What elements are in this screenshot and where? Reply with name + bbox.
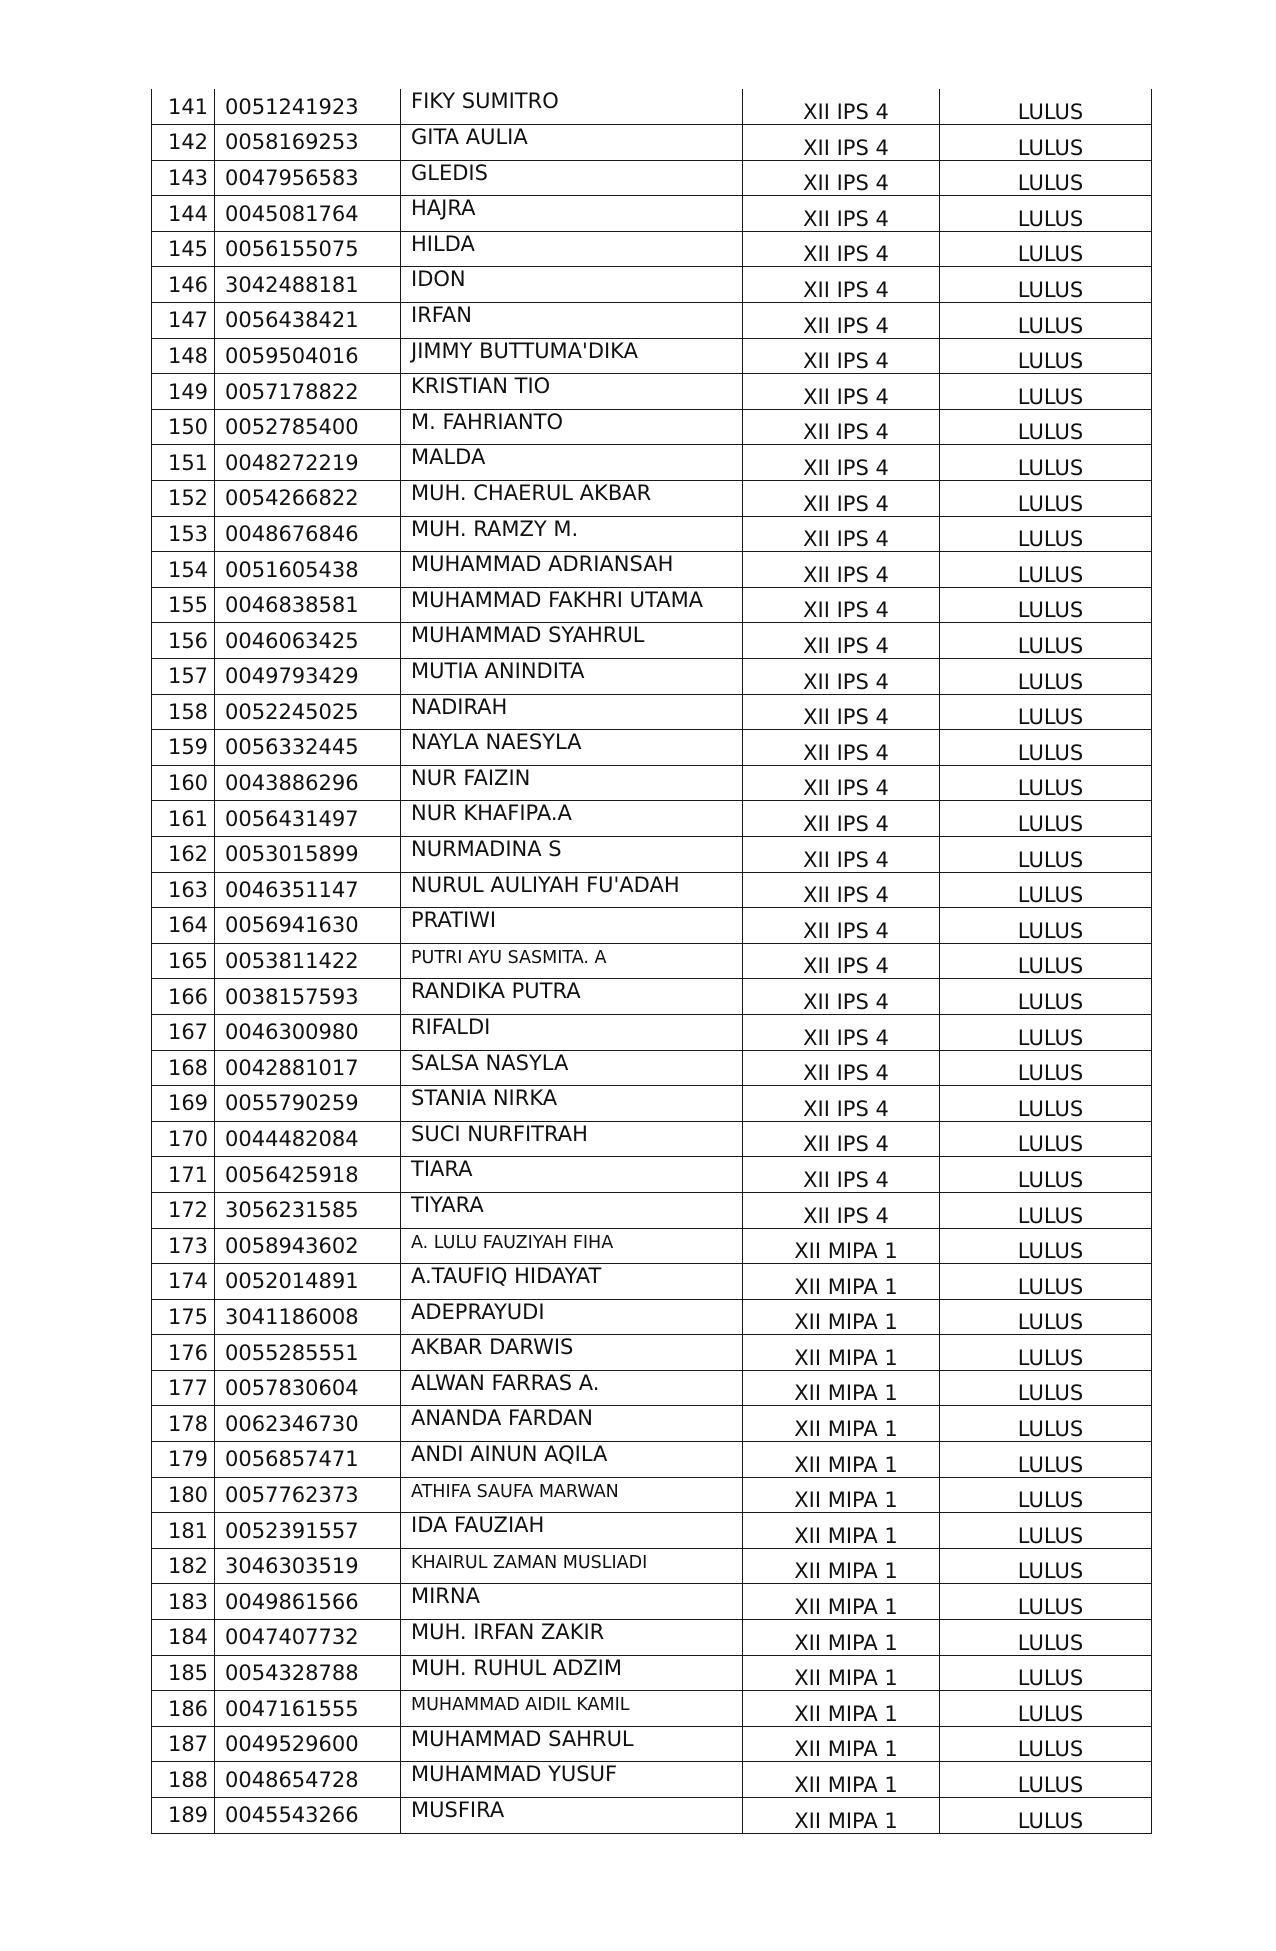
student-class: XII MIPA 1 — [743, 1620, 940, 1656]
table-row — [152, 1370, 1152, 1406]
student-name: RIFALDI — [401, 1014, 743, 1050]
student-name: RANDIKA PUTRA — [401, 979, 743, 1015]
table-row — [152, 1655, 1152, 1691]
table-row — [152, 623, 1152, 659]
graduation-status: LULUS — [940, 836, 1152, 872]
student-name: NAYLA NAESYLA — [401, 730, 743, 766]
student-name: MUH. RAMZY M. — [401, 516, 743, 552]
student-name: ATHIFA SAUFA MARWAN — [401, 1477, 743, 1513]
row-number: 149 — [152, 374, 215, 410]
graduation-status: LULUS — [940, 1406, 1152, 1442]
row-number: 142 — [152, 125, 215, 161]
student-name: ADEPRAYUDI — [401, 1299, 743, 1335]
row-number: 152 — [152, 481, 215, 517]
student-name: NUR FAIZIN — [401, 765, 743, 801]
row-number: 180 — [152, 1477, 215, 1513]
student-nisn: 0048676846 — [215, 516, 401, 552]
table-row — [152, 943, 1152, 979]
student-name: SALSA NASYLA — [401, 1050, 743, 1086]
student-class: XII IPS 4 — [743, 765, 940, 801]
student-class: XII IPS 4 — [743, 1157, 940, 1193]
student-name: NURUL AULIYAH FU'ADAH — [401, 872, 743, 908]
table-row — [152, 516, 1152, 552]
student-nisn: 0046300980 — [215, 1014, 401, 1050]
table-row — [152, 231, 1152, 267]
row-number: 169 — [152, 1086, 215, 1122]
graduation-status: LULUS — [940, 1370, 1152, 1406]
student-class: XII IPS 4 — [743, 836, 940, 872]
student-nisn: 0057178822 — [215, 374, 401, 410]
graduation-status: LULUS — [940, 587, 1152, 623]
graduation-status: LULUS — [940, 1762, 1152, 1798]
student-nisn: 0053811422 — [215, 943, 401, 979]
student-class: XII IPS 4 — [743, 1121, 940, 1157]
student-nisn: 3056231585 — [215, 1192, 401, 1228]
table-row — [152, 801, 1152, 837]
graduation-status: LULUS — [940, 125, 1152, 161]
graduation-status: LULUS — [940, 552, 1152, 588]
student-nisn: 0057830604 — [215, 1370, 401, 1406]
graduation-status: LULUS — [940, 1299, 1152, 1335]
student-class: XII IPS 4 — [743, 125, 940, 161]
student-class: XII MIPA 1 — [743, 1335, 940, 1371]
student-nisn: 0052785400 — [215, 409, 401, 445]
row-number: 173 — [152, 1228, 215, 1264]
row-number: 151 — [152, 445, 215, 481]
student-name: NUR KHAFIPA.A — [401, 801, 743, 837]
student-name: MUHAMMAD ADRIANSAH — [401, 552, 743, 588]
student-class: XII IPS 4 — [743, 1014, 940, 1050]
student-class: XII IPS 4 — [743, 89, 940, 125]
graduation-status: LULUS — [940, 1014, 1152, 1050]
row-number: 153 — [152, 516, 215, 552]
student-nisn: 0054328788 — [215, 1655, 401, 1691]
row-number: 188 — [152, 1762, 215, 1798]
student-nisn: 0056941630 — [215, 908, 401, 944]
student-name: A.TAUFIQ HIDAYAT — [401, 1264, 743, 1300]
graduation-status: LULUS — [940, 516, 1152, 552]
table-row — [152, 1264, 1152, 1300]
table-row — [152, 1014, 1152, 1050]
row-number: 155 — [152, 587, 215, 623]
student-class: XII MIPA 1 — [743, 1584, 940, 1620]
table-row — [152, 1335, 1152, 1371]
student-nisn: 3041186008 — [215, 1299, 401, 1335]
student-nisn: 0054266822 — [215, 481, 401, 517]
student-class: XII IPS 4 — [743, 409, 940, 445]
student-nisn: 0052014891 — [215, 1264, 401, 1300]
student-name: MUHAMMAD SAHRUL — [401, 1726, 743, 1762]
student-name: ALWAN FARRAS A. — [401, 1370, 743, 1406]
graduation-status: LULUS — [940, 1691, 1152, 1727]
table-row — [152, 552, 1152, 588]
student-name: HILDA — [401, 231, 743, 267]
graduation-table — [151, 89, 1152, 1834]
student-class: XII IPS 4 — [743, 374, 940, 410]
student-nisn: 0052391557 — [215, 1513, 401, 1549]
graduation-status: LULUS — [940, 1477, 1152, 1513]
row-number: 163 — [152, 872, 215, 908]
student-nisn: 0047161555 — [215, 1691, 401, 1727]
student-class: XII MIPA 1 — [743, 1299, 940, 1335]
row-number: 170 — [152, 1121, 215, 1157]
student-class: XII IPS 4 — [743, 445, 940, 481]
student-class: XII MIPA 1 — [743, 1691, 940, 1727]
graduation-status: LULUS — [940, 1228, 1152, 1264]
graduation-status: LULUS — [940, 267, 1152, 303]
table-row — [152, 765, 1152, 801]
row-number: 175 — [152, 1299, 215, 1335]
student-name: MUH. IRFAN ZAKIR — [401, 1620, 743, 1656]
row-number: 178 — [152, 1406, 215, 1442]
student-class: XII IPS 4 — [743, 908, 940, 944]
student-name: MUHAMMAD AIDIL KAMIL — [401, 1691, 743, 1727]
student-name: MUSFIRA — [401, 1798, 743, 1834]
graduation-status: LULUS — [940, 694, 1152, 730]
graduation-status: LULUS — [940, 1726, 1152, 1762]
student-nisn: 3042488181 — [215, 267, 401, 303]
graduation-status: LULUS — [940, 908, 1152, 944]
table-row — [152, 730, 1152, 766]
student-name: STANIA NIRKA — [401, 1086, 743, 1122]
row-number: 154 — [152, 552, 215, 588]
student-class: XII IPS 4 — [743, 979, 940, 1015]
graduation-status: LULUS — [940, 623, 1152, 659]
student-class: XII MIPA 1 — [743, 1406, 940, 1442]
row-number: 159 — [152, 730, 215, 766]
student-nisn: 0048654728 — [215, 1762, 401, 1798]
student-class: XII IPS 4 — [743, 1086, 940, 1122]
row-number: 183 — [152, 1584, 215, 1620]
student-nisn: 0062346730 — [215, 1406, 401, 1442]
student-nisn: 0055285551 — [215, 1335, 401, 1371]
table-row — [152, 1442, 1152, 1478]
row-number: 181 — [152, 1513, 215, 1549]
student-class: XII IPS 4 — [743, 338, 940, 374]
student-class: XII MIPA 1 — [743, 1548, 940, 1584]
student-name: TIARA — [401, 1157, 743, 1193]
student-class: XII IPS 4 — [743, 801, 940, 837]
row-number: 185 — [152, 1655, 215, 1691]
table-row — [152, 908, 1152, 944]
student-name: MIRNA — [401, 1584, 743, 1620]
table-row — [152, 1192, 1152, 1228]
student-class: XII IPS 4 — [743, 196, 940, 232]
student-name: ANDI AINUN AQILA — [401, 1442, 743, 1478]
student-class: XII IPS 4 — [743, 231, 940, 267]
student-class: XII IPS 4 — [743, 872, 940, 908]
row-number: 158 — [152, 694, 215, 730]
student-class: XII MIPA 1 — [743, 1655, 940, 1691]
graduation-status: LULUS — [940, 303, 1152, 339]
table-row — [152, 1726, 1152, 1762]
graduation-status: LULUS — [940, 231, 1152, 267]
graduation-status: LULUS — [940, 1121, 1152, 1157]
row-number: 148 — [152, 338, 215, 374]
graduation-status: LULUS — [940, 1620, 1152, 1656]
student-name: PUTRI AYU SASMITA. A — [401, 943, 743, 979]
table-row — [152, 1299, 1152, 1335]
student-class: XII MIPA 1 — [743, 1477, 940, 1513]
student-nisn: 0055790259 — [215, 1086, 401, 1122]
student-nisn: 0049529600 — [215, 1726, 401, 1762]
table-row — [152, 303, 1152, 339]
student-class: XII IPS 4 — [743, 659, 940, 695]
student-name: NADIRAH — [401, 694, 743, 730]
student-name: IDON — [401, 267, 743, 303]
row-number: 172 — [152, 1192, 215, 1228]
student-class: XII IPS 4 — [743, 160, 940, 196]
graduation-status: LULUS — [940, 765, 1152, 801]
student-nisn: 0046838581 — [215, 587, 401, 623]
table-row — [152, 1050, 1152, 1086]
student-name: JIMMY BUTTUMA'DIKA — [401, 338, 743, 374]
student-name: MUHAMMAD SYAHRUL — [401, 623, 743, 659]
student-nisn: 0038157593 — [215, 979, 401, 1015]
graduation-status: LULUS — [940, 160, 1152, 196]
student-class: XII IPS 4 — [743, 481, 940, 517]
student-nisn: 0045543266 — [215, 1798, 401, 1834]
student-name: AKBAR DARWIS — [401, 1335, 743, 1371]
student-nisn: 0056155075 — [215, 231, 401, 267]
graduation-status: LULUS — [940, 1548, 1152, 1584]
table-row — [152, 1548, 1152, 1584]
student-nisn: 0043886296 — [215, 765, 401, 801]
graduation-status: LULUS — [940, 1513, 1152, 1549]
graduation-status: LULUS — [940, 1584, 1152, 1620]
graduation-status: LULUS — [940, 1157, 1152, 1193]
graduation-status: LULUS — [940, 801, 1152, 837]
student-nisn: 0051241923 — [215, 89, 401, 125]
student-nisn: 0058169253 — [215, 125, 401, 161]
row-number: 182 — [152, 1548, 215, 1584]
graduation-status: LULUS — [940, 943, 1152, 979]
student-nisn: 0056425918 — [215, 1157, 401, 1193]
table-row — [152, 409, 1152, 445]
student-class: XII MIPA 1 — [743, 1228, 940, 1264]
row-number: 186 — [152, 1691, 215, 1727]
student-nisn: 3046303519 — [215, 1548, 401, 1584]
table-row — [152, 979, 1152, 1015]
table-row — [152, 338, 1152, 374]
student-class: XII IPS 4 — [743, 694, 940, 730]
student-name: MUTIA ANINDITA — [401, 659, 743, 695]
graduation-status: LULUS — [940, 979, 1152, 1015]
table-row — [152, 836, 1152, 872]
table-row — [152, 1121, 1152, 1157]
student-name: A. LULU FAUZIYAH FIHA — [401, 1228, 743, 1264]
table-row — [152, 160, 1152, 196]
row-number: 176 — [152, 1335, 215, 1371]
student-nisn: 0059504016 — [215, 338, 401, 374]
table-row — [152, 1406, 1152, 1442]
graduation-status: LULUS — [940, 659, 1152, 695]
row-number: 162 — [152, 836, 215, 872]
row-number: 160 — [152, 765, 215, 801]
student-name: MUHAMMAD YUSUF — [401, 1762, 743, 1798]
row-number: 150 — [152, 409, 215, 445]
student-name: MALDA — [401, 445, 743, 481]
row-number: 177 — [152, 1370, 215, 1406]
student-nisn: 0052245025 — [215, 694, 401, 730]
row-number: 164 — [152, 908, 215, 944]
row-number: 174 — [152, 1264, 215, 1300]
row-number: 171 — [152, 1157, 215, 1193]
table-row — [152, 1513, 1152, 1549]
row-number: 189 — [152, 1798, 215, 1834]
student-class: XII IPS 4 — [743, 552, 940, 588]
student-nisn: 0047407732 — [215, 1620, 401, 1656]
student-nisn: 0046063425 — [215, 623, 401, 659]
student-nisn: 0044482084 — [215, 1121, 401, 1157]
student-class: XII MIPA 1 — [743, 1726, 940, 1762]
student-class: XII IPS 4 — [743, 623, 940, 659]
student-name: MUHAMMAD FAKHRI UTAMA — [401, 587, 743, 623]
student-class: XII IPS 4 — [743, 587, 940, 623]
student-class: XII MIPA 1 — [743, 1798, 940, 1834]
graduation-status: LULUS — [940, 1655, 1152, 1691]
graduation-status: LULUS — [940, 1335, 1152, 1371]
student-nisn: 0056438421 — [215, 303, 401, 339]
graduation-status: LULUS — [940, 1086, 1152, 1122]
row-number: 161 — [152, 801, 215, 837]
table-row — [152, 481, 1152, 517]
student-name: SUCI NURFITRAH — [401, 1121, 743, 1157]
student-nisn: 0042881017 — [215, 1050, 401, 1086]
table-row — [152, 659, 1152, 695]
row-number: 168 — [152, 1050, 215, 1086]
row-number: 187 — [152, 1726, 215, 1762]
student-class: XII IPS 4 — [743, 1050, 940, 1086]
student-class: XII MIPA 1 — [743, 1442, 940, 1478]
row-number: 144 — [152, 196, 215, 232]
table-row — [152, 1691, 1152, 1727]
table-row — [152, 694, 1152, 730]
graduation-status: LULUS — [940, 1798, 1152, 1834]
graduation-table-body — [152, 89, 1152, 1833]
student-name: KHAIRUL ZAMAN MUSLIADI — [401, 1548, 743, 1584]
graduation-status: LULUS — [940, 445, 1152, 481]
row-number: 165 — [152, 943, 215, 979]
graduation-status: LULUS — [940, 409, 1152, 445]
table-row — [152, 1157, 1152, 1193]
student-name: GLEDIS — [401, 160, 743, 196]
table-row — [152, 374, 1152, 410]
row-number: 156 — [152, 623, 215, 659]
row-number: 145 — [152, 231, 215, 267]
student-name: PRATIWI — [401, 908, 743, 944]
student-class: XII MIPA 1 — [743, 1513, 940, 1549]
table-row — [152, 125, 1152, 161]
table-row — [152, 1762, 1152, 1798]
student-class: XII IPS 4 — [743, 1192, 940, 1228]
student-name: HAJRA — [401, 196, 743, 232]
student-name: NURMADINA S — [401, 836, 743, 872]
student-nisn: 0056332445 — [215, 730, 401, 766]
graduation-status: LULUS — [940, 730, 1152, 766]
student-nisn: 0048272219 — [215, 445, 401, 481]
student-name: GITA AULIA — [401, 125, 743, 161]
table-row — [152, 1620, 1152, 1656]
table-row — [152, 1086, 1152, 1122]
student-nisn: 0047956583 — [215, 160, 401, 196]
student-nisn: 0049861566 — [215, 1584, 401, 1620]
student-class: XII IPS 4 — [743, 267, 940, 303]
student-nisn: 0046351147 — [215, 872, 401, 908]
student-class: XII MIPA 1 — [743, 1264, 940, 1300]
row-number: 146 — [152, 267, 215, 303]
table-row — [152, 196, 1152, 232]
row-number: 141 — [152, 89, 215, 125]
row-number: 179 — [152, 1442, 215, 1478]
row-number: 184 — [152, 1620, 215, 1656]
table-row — [152, 445, 1152, 481]
graduation-status: LULUS — [940, 338, 1152, 374]
graduation-status: LULUS — [940, 374, 1152, 410]
table-row — [152, 267, 1152, 303]
student-name: MUH. RUHUL ADZIM — [401, 1655, 743, 1691]
table-row — [152, 1798, 1152, 1834]
graduation-status: LULUS — [940, 196, 1152, 232]
row-number: 157 — [152, 659, 215, 695]
graduation-status: LULUS — [940, 481, 1152, 517]
student-nisn: 0045081764 — [215, 196, 401, 232]
student-nisn: 0053015899 — [215, 836, 401, 872]
student-name: MUH. CHAERUL AKBAR — [401, 481, 743, 517]
student-name: FIKY SUMITRO — [401, 89, 743, 125]
row-number: 167 — [152, 1014, 215, 1050]
student-name: ANANDA FARDAN — [401, 1406, 743, 1442]
table-row — [152, 1477, 1152, 1513]
student-class: XII IPS 4 — [743, 516, 940, 552]
graduation-status: LULUS — [940, 89, 1152, 125]
student-nisn: 0056431497 — [215, 801, 401, 837]
student-class: XII MIPA 1 — [743, 1762, 940, 1798]
graduation-status: LULUS — [940, 1442, 1152, 1478]
student-name: IDA FAUZIAH — [401, 1513, 743, 1549]
student-name: M. FAHRIANTO — [401, 409, 743, 445]
row-number: 147 — [152, 303, 215, 339]
table-row — [152, 89, 1152, 125]
graduation-status: LULUS — [940, 1050, 1152, 1086]
table-row — [152, 872, 1152, 908]
student-nisn: 0058943602 — [215, 1228, 401, 1264]
table-row — [152, 1228, 1152, 1264]
student-nisn: 0056857471 — [215, 1442, 401, 1478]
student-name: TIYARA — [401, 1192, 743, 1228]
student-nisn: 0057762373 — [215, 1477, 401, 1513]
student-class: XII MIPA 1 — [743, 1370, 940, 1406]
table-row — [152, 587, 1152, 623]
student-name: IRFAN — [401, 303, 743, 339]
row-number: 166 — [152, 979, 215, 1015]
graduation-status: LULUS — [940, 872, 1152, 908]
student-nisn: 0049793429 — [215, 659, 401, 695]
student-class: XII IPS 4 — [743, 303, 940, 339]
table-row — [152, 1584, 1152, 1620]
graduation-status: LULUS — [940, 1264, 1152, 1300]
student-nisn: 0051605438 — [215, 552, 401, 588]
student-class: XII IPS 4 — [743, 730, 940, 766]
graduation-status: LULUS — [940, 1192, 1152, 1228]
row-number: 143 — [152, 160, 215, 196]
student-class: XII IPS 4 — [743, 943, 940, 979]
student-name: KRISTIAN TIO — [401, 374, 743, 410]
